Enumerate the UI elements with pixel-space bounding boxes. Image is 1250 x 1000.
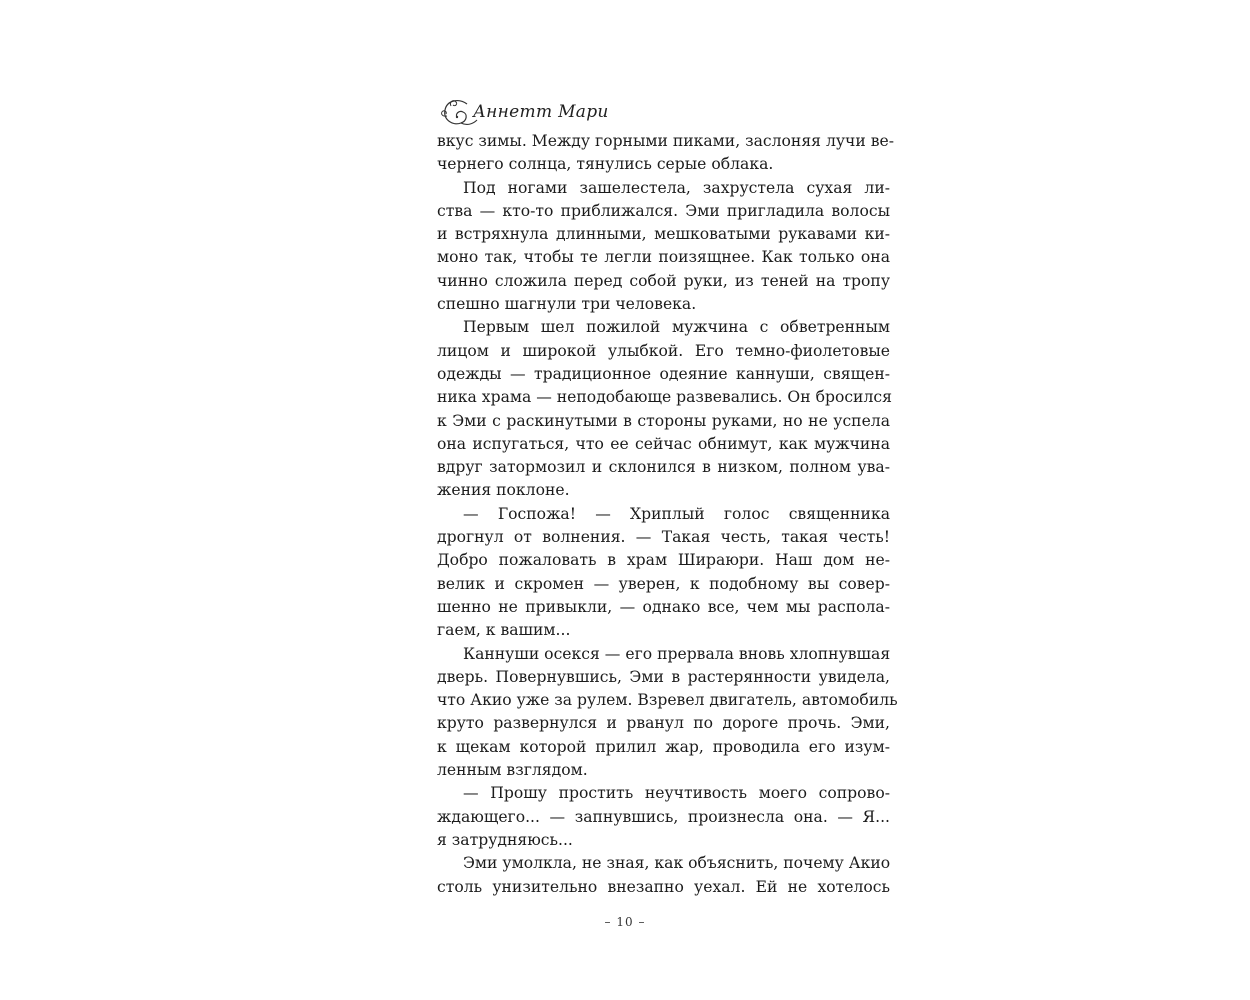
text-line: велик и скромен — уверен, к подобному вы совер- (437, 574, 890, 593)
text-line: чернего солнца, тянулись серые облака. (437, 155, 774, 174)
text-line: Первым шел пожилой мужчина с обветренным (463, 318, 890, 337)
text-line: дрогнул от волнения. — Такая честь, такая честь! (437, 528, 890, 547)
text-line: гаем, к вашим... (437, 621, 571, 640)
text-line: лицом и широкой улыбкой. Его темно-фиолетовые (437, 341, 890, 360)
text-line: чинно сложила перед собой руки, из теней на тропу (437, 271, 890, 290)
text-line: ждающего... — запнувшись, произнесла она. — Я... (437, 807, 890, 826)
text-line: дверь. Повернувшись, Эми в растерянности увидела, (437, 667, 890, 686)
text-line: — Госпожа! — Хриплый голос священника (463, 504, 890, 523)
text-line: шенно не привыкли, — однако все, чем мы распола- (437, 597, 890, 616)
text-line: ника храма — неподобающе развевались. Он бросился (437, 388, 892, 407)
running-header (437, 95, 609, 129)
text-line: вдруг затормозил и склонился в низком, полном ува- (437, 458, 890, 477)
header-author: Аннетт Мари (473, 102, 609, 122)
text-line: Добро пожаловать в храм Шираюри. Наш дом не- (437, 551, 890, 570)
text-line: к щекам которой прилил жар, проводила его изум- (437, 737, 890, 756)
text-line: — Прошу простить неучтивость моего сопрово- (463, 784, 890, 803)
text-line: одежды — традиционное одеяние каннуши, священ- (437, 364, 890, 383)
text-line: круто развернулся и рванул по дороге прочь. Эми, (437, 714, 890, 733)
text-line: Каннуши осекся — его прервала вновь хлопнувшая (463, 644, 891, 663)
text-line: ленным взглядом. (437, 761, 588, 780)
text-line: жения поклоне. (437, 481, 570, 500)
text-line: Эми умолкла, не зная, как объяснить, почему Акио (463, 854, 891, 873)
text-line: столь унизительно внезапно уехал. Ей не хотелось (437, 877, 890, 896)
page-number: – 10 – (604, 915, 646, 929)
text-line: вкус зимы. Между горными пиками, заслоняя лучи ве- (437, 132, 894, 150)
text-line: что Акио уже за рулем. Взревел двигатель, автомобиль (437, 691, 898, 710)
text-line: она испугаться, что ее сейчас обнимут, как мужчина (437, 434, 890, 453)
text-line: ства — кто-то приближался. Эми пригладила волосы (437, 201, 890, 220)
body-text (437, 130, 898, 899)
text-line: Под ногами зашелестела, захрустела сухая ли- (463, 178, 890, 197)
text-line: к Эми с раскинутыми в стороны руками, но не успела (437, 411, 890, 430)
text-line: спешно шагнули три человека. (437, 295, 697, 314)
text-line: я затрудняюсь... (437, 830, 573, 849)
text-line: и встряхнула длинными, мешковатыми рукавами ки- (437, 225, 890, 244)
text-line: моно так, чтобы те легли поизящнее. Как только она (437, 248, 890, 267)
